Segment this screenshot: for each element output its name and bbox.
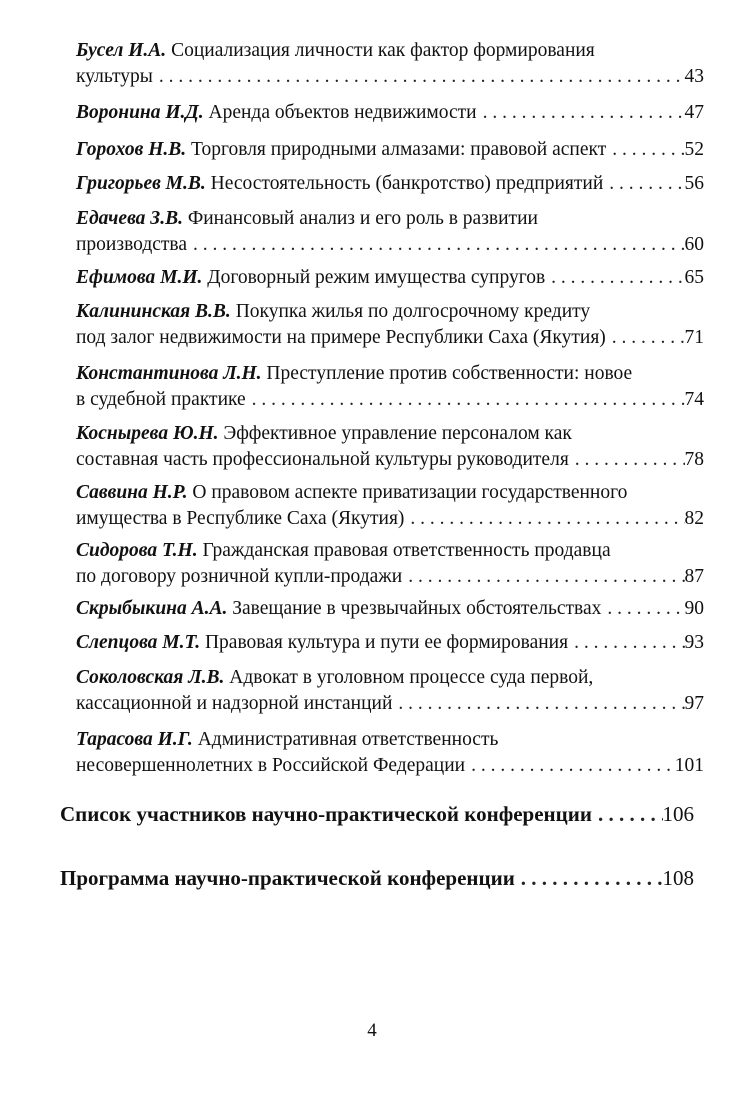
toc-entry[interactable] (76, 665, 704, 717)
entry-title: Административная ответственность (197, 729, 499, 750)
leader-dots (545, 265, 684, 291)
entry-author: Скрыбыкина А.А. (76, 598, 228, 619)
leader-dots (569, 447, 685, 473)
entry-title: Покупка жилья по долгосрочному кредиту (235, 301, 591, 322)
leader-dots (153, 64, 685, 90)
entry-author: Воронина И.Д. (76, 102, 204, 123)
entry-title-cont: в судебной практике (76, 389, 246, 410)
entry-title: Договорный режим имущества супругов (207, 267, 546, 288)
entry-page: 97 (684, 693, 704, 714)
toc-entry[interactable] (76, 361, 704, 413)
toc-section[interactable] (60, 800, 694, 828)
leader-dots (392, 691, 684, 717)
toc-entry[interactable] (76, 630, 704, 656)
toc-entry[interactable] (76, 137, 704, 163)
entry-title-cont: кассационной и надзорной инстанций (76, 693, 393, 714)
entry-page: 87 (684, 566, 704, 587)
entry-author: Косныревa Ю.Н. (76, 423, 219, 444)
toc-entry[interactable] (76, 206, 704, 258)
toc-entry[interactable] (76, 480, 704, 532)
entry-title-cont: несовершеннолетних в Российской Федерации (76, 755, 466, 776)
entry-author: Слепцова М.Т. (76, 632, 201, 653)
leader-dots (568, 630, 684, 656)
entry-title: Социализация личности как фактор формирования (171, 40, 595, 61)
entry-page: 65 (684, 267, 704, 288)
entry-page: 101 (674, 755, 704, 776)
entry-page: 78 (684, 449, 704, 470)
entry-page: 60 (684, 234, 704, 255)
leader-dots (465, 753, 675, 779)
leader-dots (515, 864, 663, 892)
entry-title-cont: культуры (76, 66, 153, 87)
entry-author: Константинова Л.Н. (76, 363, 262, 384)
toc-entry[interactable] (76, 265, 704, 291)
entry-page: 56 (684, 173, 704, 194)
toc-entry[interactable] (76, 38, 704, 90)
leader-dots (606, 325, 685, 351)
entry-author: Калининская В.В. (76, 301, 231, 322)
entry-title: Преступление против собственности: новое (266, 363, 633, 384)
entry-author: Тарасова И.Г. (76, 729, 193, 750)
entry-author: Соколовская Л.В. (76, 667, 225, 688)
entry-title-cont: имущества в Республике Саха (Якутия) (76, 508, 405, 529)
toc-entry[interactable] (76, 727, 704, 779)
entry-author: Григорьев М.В. (76, 173, 206, 194)
toc-entry[interactable] (76, 171, 704, 197)
page-number: 4 (367, 1020, 377, 1041)
entry-title: О правовом аспекте приватизации государственного (192, 482, 628, 503)
entry-author: Горохов Н.В. (76, 139, 187, 160)
leader-dots (402, 564, 684, 590)
section-title: Программа научно-практической конференции (60, 866, 515, 890)
toc-entry[interactable] (76, 100, 704, 126)
toc-entry[interactable] (76, 538, 704, 590)
leader-dots (246, 387, 685, 413)
entry-title: Правовая культура и пути ее формирования (204, 632, 569, 653)
entry-title-cont: по договору розничной купли-продажи (76, 566, 403, 587)
leader-dots (606, 137, 684, 163)
entry-title: Несостоятельность (банкротство) предприятий (210, 173, 604, 194)
entry-title: Завещание в чрезвычайных обстоятельствах (232, 598, 602, 619)
leader-dots (477, 100, 685, 126)
entry-author: Ефимова М.И. (76, 267, 203, 288)
entry-page: 47 (684, 102, 704, 123)
section-title: Список участников научно-практической конференции (60, 802, 592, 826)
entry-page: 71 (684, 327, 704, 348)
section-page: 108 (662, 866, 694, 890)
entry-title: Эффективное управление персоналом как (223, 423, 572, 444)
entry-title: Аренда объектов недвижимости (208, 102, 477, 123)
entry-title-cont: производства (76, 234, 188, 255)
toc-entry[interactable] (76, 421, 704, 473)
leader-dots (404, 506, 684, 532)
entry-page: 74 (684, 389, 704, 410)
entry-author: Бусел И.А. (76, 40, 167, 61)
toc-entry[interactable] (76, 596, 704, 622)
entry-title-cont: составная часть профессиональной культуры руководителя (76, 449, 569, 470)
entry-page: 52 (684, 139, 704, 160)
entry-page: 82 (684, 508, 704, 529)
toc-section[interactable] (60, 864, 694, 892)
entry-page: 90 (684, 598, 704, 619)
leader-dots (592, 800, 663, 828)
entry-page: 43 (684, 66, 704, 87)
entry-author: Едачева З.В. (76, 208, 183, 229)
toc-entry[interactable] (76, 299, 704, 351)
entry-title-cont: под залог недвижимости на примере Республики Саха (Якутия) (76, 327, 606, 348)
section-page: 106 (662, 802, 694, 826)
leader-dots (603, 171, 684, 197)
entry-title: Адвокат в уголовном процессе суда первой, (229, 667, 594, 688)
entry-author: Сидорова Т.Н. (76, 540, 198, 561)
entry-title: Финансовый анализ и его роль в развитии (187, 208, 538, 229)
entry-page: 93 (684, 632, 704, 653)
entry-author: Саввина Н.Р. (76, 482, 188, 503)
leader-dots (187, 232, 684, 258)
entry-title: Торговля природными алмазами: правовой аспект (191, 139, 607, 160)
entry-title: Гражданская правовая ответственность продавца (202, 540, 611, 561)
leader-dots (601, 596, 684, 622)
